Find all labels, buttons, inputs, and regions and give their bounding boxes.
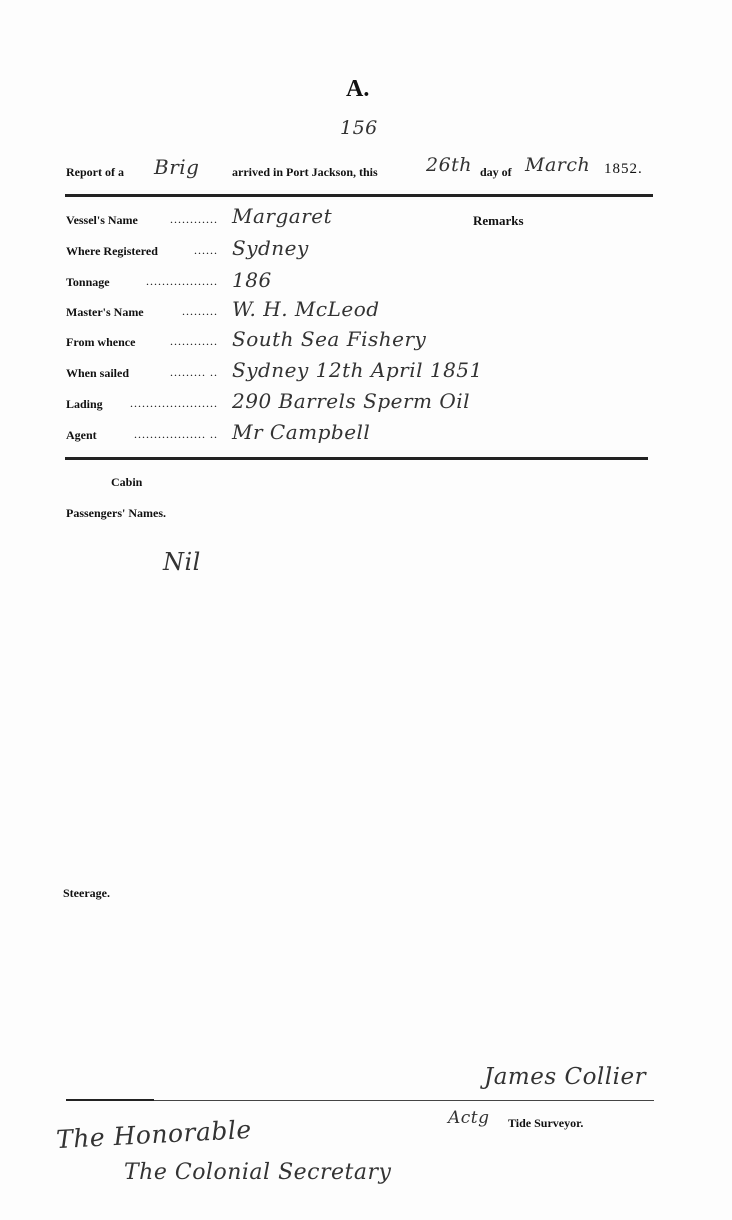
field-label: Tonnage xyxy=(66,275,110,289)
signature-rule xyxy=(154,1100,654,1101)
passengers-label: Passengers' Names. xyxy=(66,506,166,520)
field-label: Vessel's Name xyxy=(66,213,138,227)
report-number: 156 xyxy=(340,117,378,139)
field-value: Margaret xyxy=(232,204,333,228)
steerage-label: Steerage. xyxy=(63,886,110,900)
field-leader-dots: ............ xyxy=(170,334,218,348)
field-value: W. H. McLeod xyxy=(232,297,380,321)
top-rule xyxy=(65,194,653,197)
tide-surveyor-title: Tide Surveyor. xyxy=(508,1116,584,1130)
field-leader-dots: ......... xyxy=(182,304,218,318)
day-of-text: day of xyxy=(480,165,512,179)
vessel-type: Brig xyxy=(154,155,200,179)
arrived-text: arrived in Port Jackson, this xyxy=(232,165,378,179)
field-value: 290 Barrels Sperm Oil xyxy=(232,389,471,413)
arrival-month: March xyxy=(525,154,591,176)
field-value: Mr Campbell xyxy=(232,420,371,444)
cabin-label: Cabin xyxy=(111,475,143,489)
field-value: Sydney 12th April 1851 xyxy=(232,358,483,382)
field-leader-dots: .................. xyxy=(146,274,218,288)
field-label: Agent xyxy=(66,428,97,442)
field-label: From whence xyxy=(66,335,136,349)
field-leader-dots: ......... .. xyxy=(170,365,218,379)
field-value: 186 xyxy=(232,268,272,292)
field-label: Lading xyxy=(66,397,103,411)
addressee-line-1: The Honorable xyxy=(55,1114,253,1155)
passengers-value: Nil xyxy=(163,548,201,576)
remarks-label: Remarks xyxy=(473,213,524,228)
field-label: When sailed xyxy=(66,366,130,380)
signature-note: Actg xyxy=(448,1108,490,1128)
field-leader-dots: ...... xyxy=(194,243,218,257)
field-leader-dots: .................. .. xyxy=(134,427,218,441)
field-value: South Sea Fishery xyxy=(232,327,427,351)
report-prefix: Report of a xyxy=(66,165,124,179)
field-label: Master's Name xyxy=(66,305,144,319)
arrival-year: 1852. xyxy=(604,161,643,177)
surveyor-signature: James Collier xyxy=(484,1064,647,1090)
field-leader-dots: ...................... xyxy=(130,396,218,410)
signature-rule-left xyxy=(66,1099,154,1101)
field-leader-dots: ............ xyxy=(170,212,218,226)
arrival-day: 26th xyxy=(426,154,473,176)
form-letter: A. xyxy=(346,76,370,102)
bottom-rule xyxy=(65,457,648,460)
addressee-line-2: The Colonial Secretary xyxy=(124,1160,392,1185)
field-label: Where Registered xyxy=(66,244,158,258)
field-value: Sydney xyxy=(232,236,309,260)
